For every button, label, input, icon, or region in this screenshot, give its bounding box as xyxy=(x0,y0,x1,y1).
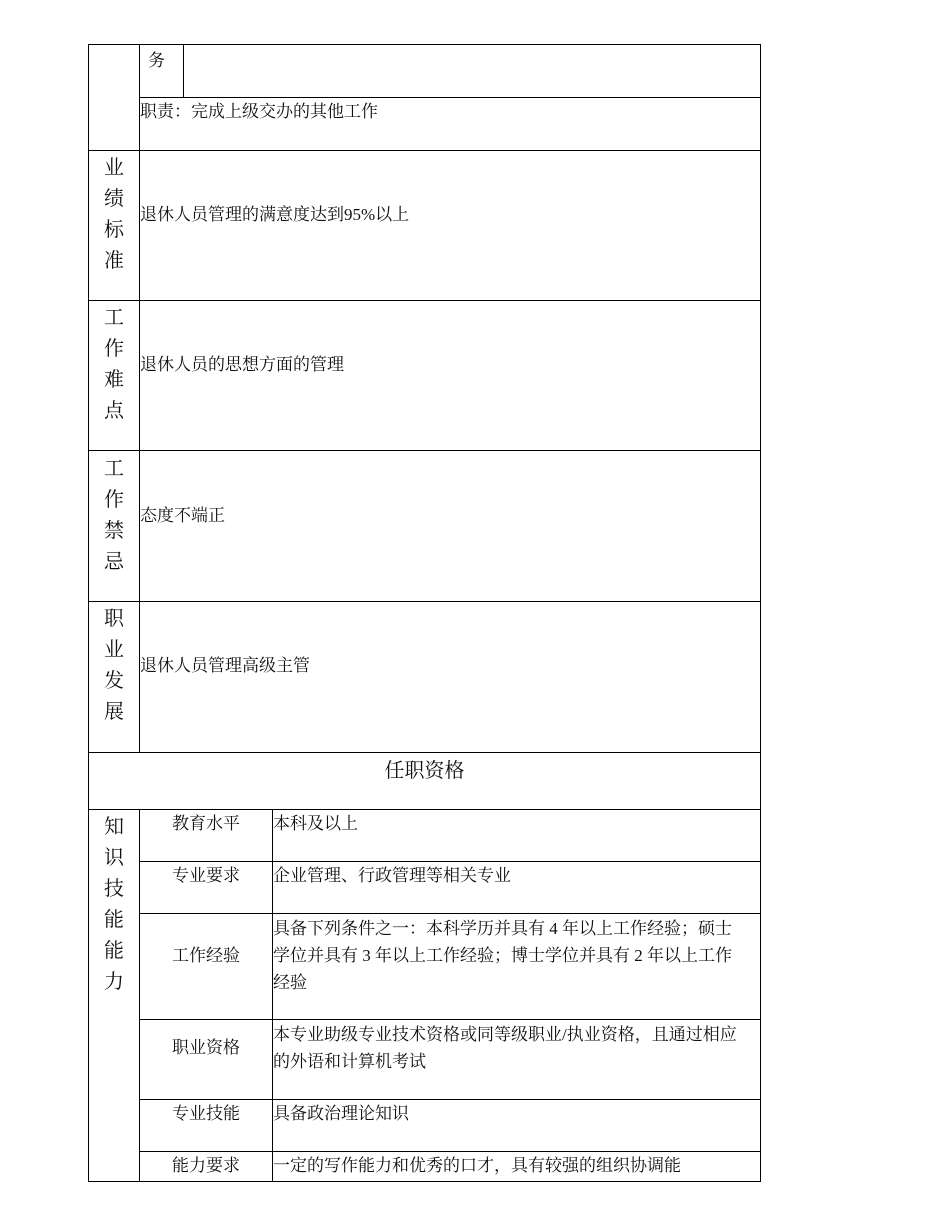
section-label-performance xyxy=(88,150,140,301)
qual-row-value-education xyxy=(272,809,761,862)
qual-row-value-experience xyxy=(272,913,761,1020)
qual-row-value-skills xyxy=(272,1099,761,1152)
qual-value-text: 本专业助级专业技术资格或同等级职业/执业资格，且通过相应的外语和计算机考试 xyxy=(273,1025,737,1071)
qual-label-text: 专业技能 xyxy=(172,1104,240,1123)
qual-label-text: 职业资格 xyxy=(172,1038,240,1057)
section-content-career xyxy=(139,601,761,753)
top-left-empty-cell xyxy=(88,44,140,151)
section-label-text: 职业发展 xyxy=(104,608,124,723)
qual-row-value-ability xyxy=(272,1151,761,1182)
qual-label-text: 专业要求 xyxy=(172,866,240,885)
qual-label-text: 教育水平 xyxy=(172,814,240,833)
section-content-performance xyxy=(139,150,761,301)
qual-value-text: 本科及以上 xyxy=(273,814,358,833)
qual-row-label-ability xyxy=(139,1151,273,1182)
qual-row-label-skills xyxy=(139,1099,273,1152)
section-content-taboo xyxy=(139,450,761,602)
top-label-char: 务 xyxy=(148,51,165,70)
qual-row-value-certification xyxy=(272,1019,761,1100)
section-label-difficulty xyxy=(88,300,140,451)
qual-label-text: 能力要求 xyxy=(172,1156,240,1175)
section-content-text: 态度不端正 xyxy=(140,506,225,525)
top-label-cell xyxy=(139,44,184,98)
section-content-difficulty xyxy=(139,300,761,451)
qualifications-group-label xyxy=(88,809,140,1182)
section-content-text: 退休人员的思想方面的管理 xyxy=(140,355,344,374)
qual-value-text: 一定的写作能力和优秀的口才，具有较强的组织协调能 xyxy=(273,1156,681,1175)
qual-row-label-experience xyxy=(139,913,273,1020)
section-content-text: 退休人员管理高级主管 xyxy=(140,656,310,675)
section-label-text: 工作难点 xyxy=(104,307,124,422)
group-label-text: 知识技能能力 xyxy=(104,816,124,993)
qual-value-text: 企业管理、行政管理等相关专业 xyxy=(273,866,511,885)
qual-value-text: 具备政治理论知识 xyxy=(273,1104,409,1123)
section-content-text: 退休人员管理的满意度达到95%以上 xyxy=(140,205,410,224)
duty-row xyxy=(139,97,761,151)
top-content-cell xyxy=(183,44,761,98)
section-label-text: 业绩标准 xyxy=(104,157,124,272)
section-label-career xyxy=(88,601,140,753)
qual-value-text: 具备下列条件之一：本科学历并具有 4 年以上工作经验；硕士学位并具有 3 年以上工作经验；博士学位并具有 2 年以上工作经验 xyxy=(273,919,732,992)
duty-text: 职责：完成上级交办的其他工作 xyxy=(140,102,378,121)
qualifications-title: 任职资格 xyxy=(384,760,465,782)
qual-row-label-major xyxy=(139,861,273,914)
qualifications-header xyxy=(88,752,761,810)
section-label-text: 工作禁忌 xyxy=(104,458,124,573)
section-label-taboo xyxy=(88,450,140,602)
qual-row-value-major xyxy=(272,861,761,914)
qual-label-text: 工作经验 xyxy=(172,946,240,965)
qual-row-label-certification xyxy=(139,1019,273,1100)
qual-row-label-education xyxy=(139,809,273,862)
